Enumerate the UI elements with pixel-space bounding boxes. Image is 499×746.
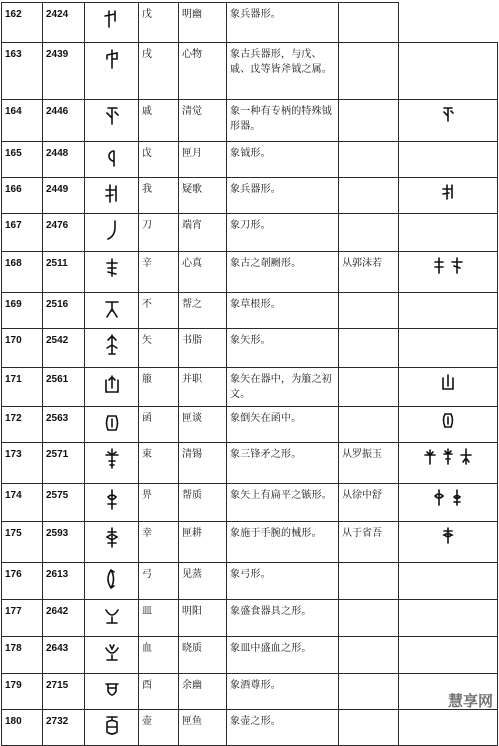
interpretation-source: [339, 407, 399, 443]
row-index: 167: [2, 214, 43, 252]
row-index: 174: [2, 484, 43, 522]
glyph-description: 象刀形。: [227, 214, 339, 252]
bu-icon: [103, 297, 121, 319]
row-code: 2542: [43, 329, 85, 368]
bi-icon: [103, 488, 121, 510]
phonetic-reading: 清锡: [179, 443, 227, 484]
variant-glyphs: [399, 407, 498, 443]
variant-glyphs: [399, 368, 498, 407]
oracle-glyph: [85, 563, 139, 600]
oracle-glyph: [85, 368, 139, 407]
character-table: [1, 2, 498, 746]
variant-glyphs: [399, 443, 498, 484]
row-code: 2642: [43, 600, 85, 637]
variant-glyphs: [399, 3, 498, 43]
table-row: [2, 178, 498, 214]
interpretation-source: [339, 637, 399, 674]
glyph-description: 象酒尊形。: [227, 674, 339, 710]
glyph-description: 象古兵器形，与戊、戚、戉等皆斧钺之属。: [227, 43, 339, 100]
oracle-glyph: [85, 214, 139, 252]
phonetic-reading: 余幽: [179, 674, 227, 710]
interpretation-source: 从郭沫若: [339, 252, 399, 293]
interpretation-source: 从于省吾: [339, 522, 399, 563]
row-index: 163: [2, 43, 43, 100]
oracle-glyph: [85, 100, 139, 142]
row-code: 2613: [43, 563, 85, 600]
row-code: 2561: [43, 368, 85, 407]
row-code: 2732: [43, 710, 85, 746]
table-row: [2, 484, 498, 522]
row-index: 164: [2, 100, 43, 142]
modern-character: 皿: [139, 600, 179, 637]
row-index: 179: [2, 674, 43, 710]
glyph-description: 象三锋矛之形。: [227, 443, 339, 484]
phonetic-reading: 疑歌: [179, 178, 227, 214]
row-code: 2593: [43, 522, 85, 563]
interpretation-source: [339, 368, 399, 407]
min-icon: [103, 604, 121, 626]
interpretation-source: [339, 710, 399, 746]
ci-icon: [103, 447, 121, 469]
modern-character: 壶: [139, 710, 179, 746]
phonetic-reading: 心真: [179, 252, 227, 293]
hu-icon: [103, 714, 121, 736]
phonetic-reading: 清觉: [179, 100, 227, 142]
table-row: [2, 43, 498, 100]
wo-icon: [103, 182, 121, 204]
row-index: 172: [2, 407, 43, 443]
fu-quiver-alt-icon: [441, 372, 455, 390]
row-index: 170: [2, 329, 43, 368]
row-index: 173: [2, 443, 43, 484]
table-row: [2, 600, 498, 637]
glyph-description: 象一种有专柄的特殊钺形器。: [227, 100, 339, 142]
table-row: [2, 329, 498, 368]
modern-character: 矢: [139, 329, 179, 368]
row-code: 2715: [43, 674, 85, 710]
interpretation-source: [339, 178, 399, 214]
gong-icon: [103, 567, 121, 589]
bi-alt-2-icon: [450, 488, 464, 506]
watermark: 慧享网: [447, 692, 493, 710]
oracle-glyph: [85, 710, 139, 746]
variant-glyphs: [399, 637, 498, 674]
interpretation-source: [339, 600, 399, 637]
interpretation-source: [339, 674, 399, 710]
xin-alt-1-icon: [432, 256, 446, 274]
ci-alt-3-icon: [459, 447, 473, 465]
interpretation-source: 从罗振玉: [339, 443, 399, 484]
interpretation-source: 从徐中舒: [339, 484, 399, 522]
variant-glyphs: [399, 142, 498, 178]
row-code: 2571: [43, 443, 85, 484]
row-code: 2449: [43, 178, 85, 214]
you-icon: [103, 678, 121, 700]
row-code: 2511: [43, 252, 85, 293]
variant-glyphs: [399, 710, 498, 746]
row-code: 2439: [43, 43, 85, 100]
phonetic-reading: 匣月: [179, 142, 227, 178]
row-code: 2446: [43, 100, 85, 142]
wo-alt-icon: [441, 182, 455, 200]
modern-character: 戚: [139, 100, 179, 142]
variant-glyphs: [399, 214, 498, 252]
row-index: 175: [2, 522, 43, 563]
phonetic-reading: 晓质: [179, 637, 227, 674]
ci-alt-2-icon: [441, 447, 455, 465]
table-row: [2, 710, 498, 746]
phonetic-reading: 并职: [179, 368, 227, 407]
phonetic-reading: 明幽: [179, 3, 227, 43]
oracle-glyph: [85, 484, 139, 522]
interpretation-source: [339, 43, 399, 100]
row-index: 165: [2, 142, 43, 178]
han-icon: [103, 411, 121, 433]
oracle-glyph: [85, 407, 139, 443]
interpretation-source: [339, 142, 399, 178]
variant-glyphs: [399, 178, 498, 214]
yue-icon: [103, 146, 121, 168]
modern-character: 戊: [139, 3, 179, 43]
phonetic-reading: 书脂: [179, 329, 227, 368]
ci-alt-1-icon: [423, 447, 437, 465]
variant-glyphs: [399, 329, 498, 368]
row-index: 178: [2, 637, 43, 674]
row-code: 2563: [43, 407, 85, 443]
interpretation-source: [339, 293, 399, 329]
phonetic-reading: 端宵: [179, 214, 227, 252]
variant-glyphs: [399, 522, 498, 563]
interpretation-source: [339, 214, 399, 252]
table-row: [2, 3, 498, 43]
xing-icon: [103, 526, 121, 548]
oracle-glyph: [85, 293, 139, 329]
interpretation-source: [339, 329, 399, 368]
modern-character: 戉: [139, 142, 179, 178]
table-row: [2, 293, 498, 329]
modern-character: 不: [139, 293, 179, 329]
phonetic-reading: 见蒸: [179, 563, 227, 600]
qi-alt-icon: [441, 104, 455, 122]
modern-character: 我: [139, 178, 179, 214]
dao-icon: [103, 218, 121, 240]
modern-character: 弓: [139, 563, 179, 600]
variant-glyphs: [399, 484, 498, 522]
oracle-glyph: [85, 3, 139, 43]
oracle-glyph: [85, 443, 139, 484]
row-index: 176: [2, 563, 43, 600]
oracle-glyph: [85, 178, 139, 214]
glyph-description: 象施于手腕的械形。: [227, 522, 339, 563]
modern-character: 血: [139, 637, 179, 674]
row-code: 2476: [43, 214, 85, 252]
glyph-description: 象兵器形。: [227, 178, 339, 214]
xue-icon: [103, 641, 121, 663]
table-row: [2, 100, 498, 142]
phonetic-reading: 匣鱼: [179, 710, 227, 746]
oracle-glyph: [85, 637, 139, 674]
row-code: 2516: [43, 293, 85, 329]
interpretation-source: [339, 563, 399, 600]
glyph-description: 象草根形。: [227, 293, 339, 329]
variant-glyphs: [399, 100, 498, 142]
oracle-glyph: [85, 43, 139, 100]
row-index: 171: [2, 368, 43, 407]
glyph-description: 象皿中盛血之形。: [227, 637, 339, 674]
phonetic-reading: 帮质: [179, 484, 227, 522]
phonetic-reading: 匣耕: [179, 522, 227, 563]
glyph-description: 象矢形。: [227, 329, 339, 368]
row-index: 166: [2, 178, 43, 214]
row-index: 168: [2, 252, 43, 293]
xing-alt-icon: [441, 526, 455, 544]
bi-alt-1-icon: [432, 488, 446, 506]
oracle-glyph: [85, 674, 139, 710]
glyph-description: 象倒矢在函中。: [227, 407, 339, 443]
modern-character: 畀: [139, 484, 179, 522]
glyph-description: 象矢上有扁平之镞形。: [227, 484, 339, 522]
fu-quiver-icon: [103, 372, 121, 394]
glyph-description: 象弓形。: [227, 563, 339, 600]
row-index: 162: [2, 3, 43, 43]
glyph-description: 象钺形。: [227, 142, 339, 178]
oracle-glyph: [85, 522, 139, 563]
modern-character: 酉: [139, 674, 179, 710]
table-row: [2, 407, 498, 443]
row-index: 169: [2, 293, 43, 329]
glyph-description: 象兵器形。: [227, 3, 339, 43]
shi-icon: [103, 333, 121, 355]
row-index: 180: [2, 710, 43, 746]
row-code: 2448: [43, 142, 85, 178]
table-row: [2, 637, 498, 674]
phonetic-reading: 匣谈: [179, 407, 227, 443]
table-row: [2, 368, 498, 407]
variant-glyphs: [399, 563, 498, 600]
modern-character: 辛: [139, 252, 179, 293]
modern-character: 幸: [139, 522, 179, 563]
table-row: [2, 563, 498, 600]
oracle-glyph: [85, 252, 139, 293]
interpretation-source: [339, 3, 399, 43]
glyph-description: 象壶之形。: [227, 710, 339, 746]
table-row: [2, 252, 498, 293]
table-row: [2, 214, 498, 252]
table-row: [2, 443, 498, 484]
xu-icon: [103, 47, 121, 69]
row-code: 2643: [43, 637, 85, 674]
phonetic-reading: 心物: [179, 43, 227, 100]
qi-icon: [103, 104, 121, 126]
oracle-glyph: [85, 142, 139, 178]
row-index: 177: [2, 600, 43, 637]
modern-character: 函: [139, 407, 179, 443]
table-row: [2, 142, 498, 178]
oracle-glyph: [85, 600, 139, 637]
variant-glyphs: [399, 293, 498, 329]
glyph-description: 象矢在器中，为箙之初文。: [227, 368, 339, 407]
variant-glyphs: [399, 43, 498, 100]
glyph-description: 象古之剞劂形。: [227, 252, 339, 293]
modern-character: 箙: [139, 368, 179, 407]
modern-character: 束: [139, 443, 179, 484]
modern-character: 戌: [139, 43, 179, 100]
table-row: [2, 674, 498, 710]
glyph-description: 象盛食器具之形。: [227, 600, 339, 637]
interpretation-source: [339, 100, 399, 142]
xin-icon: [103, 256, 121, 278]
xin-alt-2-icon: [450, 256, 464, 274]
modern-character: 刀: [139, 214, 179, 252]
variant-glyphs: [399, 252, 498, 293]
table-row: [2, 522, 498, 563]
variant-glyphs: [399, 600, 498, 637]
han-alt-icon: [441, 411, 455, 429]
oracle-glyph: [85, 329, 139, 368]
fu-icon: [103, 7, 121, 29]
phonetic-reading: 帮之: [179, 293, 227, 329]
row-code: 2575: [43, 484, 85, 522]
row-code: 2424: [43, 3, 85, 43]
phonetic-reading: 明阳: [179, 600, 227, 637]
